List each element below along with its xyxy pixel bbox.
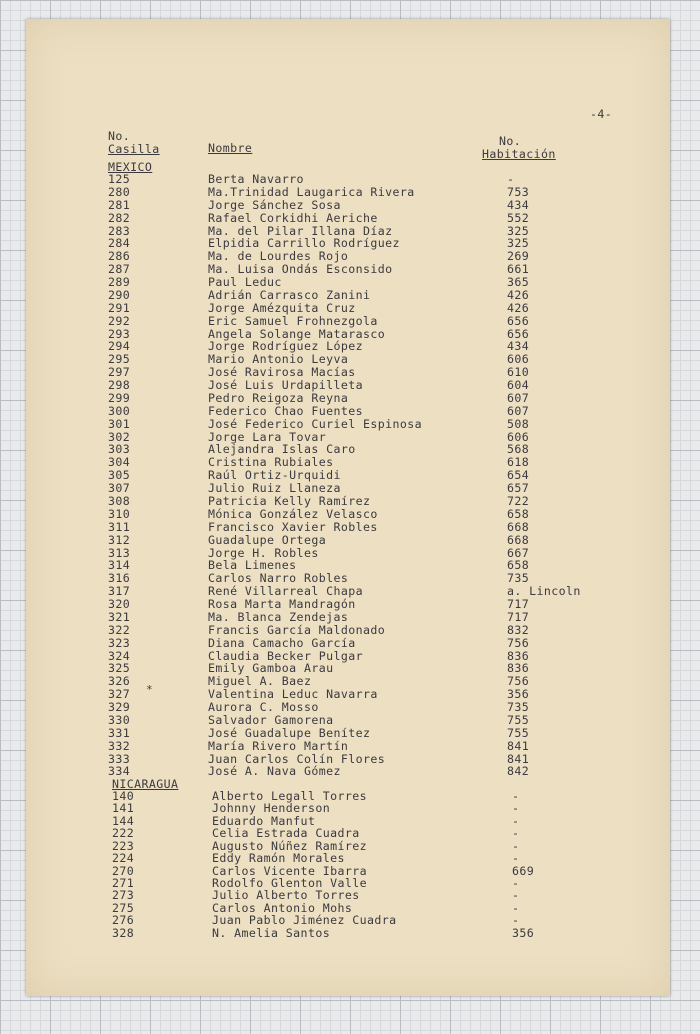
person-name: Alejandra Islas Caro xyxy=(208,442,356,457)
casilla-number: 333 xyxy=(108,751,131,766)
person-name: Ma. de Lourdes Rojo xyxy=(208,249,349,264)
room-number: 356 xyxy=(507,687,530,702)
room-number: - xyxy=(512,888,520,903)
casilla-number: 141 xyxy=(112,801,135,816)
room-number: 722 xyxy=(507,494,530,508)
list-item xyxy=(0,186,700,199)
room-number: 657 xyxy=(507,481,530,496)
room-number: 735 xyxy=(507,571,530,586)
casilla-number: 284 xyxy=(108,236,131,251)
person-name: Jorge Lara Tovar xyxy=(208,429,327,444)
list-item xyxy=(0,714,700,727)
header-no-habitacion: No. xyxy=(499,134,522,148)
room-number: - xyxy=(512,900,520,915)
room-number: 656 xyxy=(507,313,530,328)
room-number: 841 xyxy=(507,738,530,753)
person-name: Juan Carlos Colín Flores xyxy=(208,751,386,766)
casilla-number: 273 xyxy=(112,888,135,903)
person-name: Julio Ruiz Llaneza xyxy=(208,481,341,496)
casilla-number: 323 xyxy=(108,635,131,650)
person-name: Francisco Xavier Robles xyxy=(208,519,378,534)
person-name: Raúl Ortiz-Urquidi xyxy=(208,468,341,483)
header-nombre: Nombre xyxy=(208,141,253,155)
person-name: Cristina Rubiales xyxy=(208,455,334,470)
casilla-number: 275 xyxy=(112,900,135,915)
header-casilla: Casilla xyxy=(108,142,160,156)
person-name: Jorge Amézquita Cruz xyxy=(208,300,356,315)
casilla-number: 322 xyxy=(108,622,131,637)
list-item xyxy=(0,624,700,637)
person-name: Rodolfo Glenton Valle xyxy=(212,875,367,890)
person-name: Mónica González Velasco xyxy=(208,506,378,521)
room-number: - xyxy=(507,172,515,186)
casilla-number: 282 xyxy=(108,210,131,225)
person-name: Ma. Blanca Zendejas xyxy=(208,609,349,624)
casilla-number: 140 xyxy=(112,789,135,803)
room-number: - xyxy=(512,838,520,853)
casilla-number: 312 xyxy=(108,532,131,547)
room-number: 735 xyxy=(507,700,530,715)
asterisk-mark: * xyxy=(146,683,153,696)
casilla-number: 144 xyxy=(112,813,135,828)
list-item xyxy=(0,302,700,315)
list-item xyxy=(0,469,700,482)
person-name: José Federico Curiel Espinosa xyxy=(208,416,423,431)
casilla-number: 303 xyxy=(108,442,131,457)
person-name: Guadalupe Ortega xyxy=(208,532,327,547)
list-item xyxy=(0,598,700,611)
list-item xyxy=(0,927,700,940)
person-name: Carlos Antonio Mohs xyxy=(212,900,353,915)
person-name: Adrián Carrasco Zanini xyxy=(208,287,371,302)
casilla-number: 298 xyxy=(108,378,131,393)
casilla-number: 331 xyxy=(108,725,131,740)
list-item xyxy=(0,547,700,560)
list-item xyxy=(0,405,700,418)
person-name: José Guadalupe Benítez xyxy=(208,725,371,740)
person-name: Jorge Rodríguez López xyxy=(208,339,363,354)
list-item xyxy=(0,212,700,225)
casilla-number: 291 xyxy=(108,300,131,315)
room-number: - xyxy=(512,875,520,890)
person-name: Elpidia Carrillo Rodríguez xyxy=(208,236,400,251)
room-number: 717 xyxy=(507,597,530,612)
casilla-number: 300 xyxy=(108,403,131,418)
list-item xyxy=(0,534,700,547)
casilla-number: 223 xyxy=(112,838,135,853)
person-name: Patricia Kelly Ramírez xyxy=(208,494,371,508)
casilla-number: 301 xyxy=(108,416,131,431)
casilla-number: 290 xyxy=(108,287,131,302)
person-name: Juan Pablo Jiménez Cuadra xyxy=(212,913,397,928)
casilla-number: 321 xyxy=(108,609,131,624)
room-number: - xyxy=(512,813,520,828)
casilla-number: 293 xyxy=(108,326,131,341)
room-number: 656 xyxy=(507,326,530,341)
person-name: Ma. Luisa Ondás Esconsido xyxy=(208,262,393,277)
list-item xyxy=(0,753,700,766)
casilla-number: 314 xyxy=(108,558,131,573)
person-name: Valentina Leduc Navarra xyxy=(208,687,378,702)
room-number: 654 xyxy=(507,468,530,483)
person-name: Eduardo Manfut xyxy=(212,813,316,828)
room-number: 610 xyxy=(507,365,530,380)
casilla-number: 294 xyxy=(108,339,131,354)
casilla-number: 317 xyxy=(108,584,131,599)
person-name: Claudia Becker Pulgar xyxy=(208,648,363,663)
room-number: 669 xyxy=(512,863,535,878)
person-name: Alberto Legall Torres xyxy=(212,789,367,803)
casilla-number: 283 xyxy=(108,223,131,238)
casilla-number: 222 xyxy=(112,826,135,841)
person-name: Johnny Henderson xyxy=(212,801,331,816)
list-item xyxy=(0,199,700,212)
casilla-number: 271 xyxy=(112,875,135,890)
person-name: Celia Estrada Cuadra xyxy=(212,826,360,841)
list-item xyxy=(0,637,700,650)
room-number: 552 xyxy=(507,210,530,225)
person-name: Eddy Ramón Morales xyxy=(212,851,345,866)
person-name: Julio Alberto Torres xyxy=(212,888,360,903)
person-name: Aurora C. Mosso xyxy=(208,700,319,715)
person-name: Carlos Vicente Ibarra xyxy=(212,863,367,878)
list-item xyxy=(0,315,700,328)
casilla-number: 308 xyxy=(108,494,131,508)
casilla-number: 292 xyxy=(108,313,131,328)
person-name: Jorge H. Robles xyxy=(208,545,319,560)
room-number: 618 xyxy=(507,455,530,470)
person-name: Federico Chao Fuentes xyxy=(208,403,363,418)
list-item xyxy=(0,289,700,302)
room-number: 426 xyxy=(507,300,530,315)
casilla-number: 330 xyxy=(108,712,131,727)
person-name: Mario Antonio Leyva xyxy=(208,352,349,367)
room-number: 325 xyxy=(507,236,530,251)
room-number: 836 xyxy=(507,661,530,676)
casilla-number: 297 xyxy=(108,365,131,380)
room-number: 753 xyxy=(507,184,530,199)
casilla-number: 286 xyxy=(108,249,131,264)
casilla-number: 327 xyxy=(108,687,131,702)
room-number: - xyxy=(512,801,520,816)
room-number: 269 xyxy=(507,249,530,264)
room-number: 668 xyxy=(507,532,530,547)
list-item xyxy=(0,392,700,405)
list-item xyxy=(0,688,700,701)
list-item xyxy=(0,727,700,740)
casilla-number: 310 xyxy=(108,506,131,521)
casilla-number: 280 xyxy=(108,184,131,199)
room-number: 836 xyxy=(507,648,530,663)
person-name: Eric Samuel Frohnezgola xyxy=(208,313,378,328)
section-title-mexico: MEXICO xyxy=(108,160,153,174)
room-number: 568 xyxy=(507,442,530,457)
casilla-number: 329 xyxy=(108,700,131,715)
list-item xyxy=(0,340,700,353)
list-item xyxy=(0,237,700,250)
room-number: 604 xyxy=(507,378,530,393)
list-item xyxy=(0,914,700,927)
casilla-number: 270 xyxy=(112,863,135,878)
list-item xyxy=(0,765,700,778)
list-item xyxy=(0,611,700,624)
casilla-number: 307 xyxy=(108,481,131,496)
casilla-number: 332 xyxy=(108,738,131,753)
person-name: Emily Gamboa Arau xyxy=(208,661,334,676)
header-no: No. xyxy=(108,129,131,143)
room-number: 842 xyxy=(507,764,530,779)
room-number: 508 xyxy=(507,416,530,431)
list-item xyxy=(0,443,700,456)
person-name: Jorge Sánchez Sosa xyxy=(208,197,341,212)
room-number: 756 xyxy=(507,635,530,650)
person-name: Augusto Núñez Ramírez xyxy=(212,838,367,853)
person-name: René Villarreal Chapa xyxy=(208,584,363,599)
room-number: a. Lincoln xyxy=(507,584,581,599)
casilla-number: 305 xyxy=(108,468,131,483)
casilla-number: 224 xyxy=(112,851,135,866)
person-name: Bela Limenes xyxy=(208,558,297,573)
list-item xyxy=(0,650,700,663)
room-number: 426 xyxy=(507,287,530,302)
list-item xyxy=(0,521,700,534)
room-number: - xyxy=(512,851,520,866)
room-number: 434 xyxy=(507,339,530,354)
casilla-number: 299 xyxy=(108,390,131,405)
casilla-number: 276 xyxy=(112,913,135,928)
person-name: José Luis Urdapilleta xyxy=(208,378,363,393)
room-number: 365 xyxy=(507,275,530,290)
room-number: 717 xyxy=(507,609,530,624)
room-number: 607 xyxy=(507,403,530,418)
room-number: 606 xyxy=(507,429,530,444)
list-item xyxy=(0,802,700,815)
person-name: Ma.Trinidad Laugarica Rivera xyxy=(208,184,415,199)
person-name: Rafael Corkidhi Aeriche xyxy=(208,210,378,225)
room-number: 755 xyxy=(507,725,530,740)
person-name: José Ravirosa Macías xyxy=(208,365,356,380)
list-item xyxy=(0,379,700,392)
list-item xyxy=(0,418,700,431)
room-number: 607 xyxy=(507,390,530,405)
casilla-number: 325 xyxy=(108,661,131,676)
casilla-number: 328 xyxy=(112,925,135,940)
room-number: 606 xyxy=(507,352,530,367)
person-name: José A. Nava Gómez xyxy=(208,764,341,779)
casilla-number: 334 xyxy=(108,764,131,779)
person-name: María Rivero Martín xyxy=(208,738,349,753)
person-name: Paul Leduc xyxy=(208,275,282,290)
list-item xyxy=(0,559,700,572)
person-name: Miguel A. Baez xyxy=(208,674,312,689)
casilla-number: 295 xyxy=(108,352,131,367)
casilla-number: 313 xyxy=(108,545,131,560)
person-name: Diana Camacho García xyxy=(208,635,356,650)
room-number: 668 xyxy=(507,519,530,534)
person-name: Berta Navarro xyxy=(208,172,304,186)
casilla-number: 326 xyxy=(108,674,131,689)
room-number: 667 xyxy=(507,545,530,560)
room-number: 756 xyxy=(507,674,530,689)
casilla-number: 304 xyxy=(108,455,131,470)
casilla-number: 281 xyxy=(108,197,131,212)
person-name: Angela Solange Matarasco xyxy=(208,326,386,341)
list-item xyxy=(0,840,700,853)
room-number: 434 xyxy=(507,197,530,212)
casilla-number: 316 xyxy=(108,571,131,586)
room-number: - xyxy=(512,826,520,841)
list-item xyxy=(0,456,700,469)
casilla-number: 320 xyxy=(108,597,131,612)
room-number: 841 xyxy=(507,751,530,766)
list-item xyxy=(0,508,700,521)
casilla-number: 289 xyxy=(108,275,131,290)
person-name: Francis García Maldonado xyxy=(208,622,386,637)
room-number: 325 xyxy=(507,223,530,238)
room-number: 755 xyxy=(507,712,530,727)
list-item xyxy=(0,790,700,803)
list-item xyxy=(0,662,700,675)
room-number: - xyxy=(512,789,520,803)
person-name: Ma. del Pilar Illana Díaz xyxy=(208,223,393,238)
casilla-number: 287 xyxy=(108,262,131,277)
header-habitacion: Habitación xyxy=(482,147,556,161)
room-number: 832 xyxy=(507,622,530,637)
room-number: 661 xyxy=(507,262,530,277)
room-number: 658 xyxy=(507,558,530,573)
person-name: N. Amelia Santos xyxy=(212,925,331,940)
list-item xyxy=(0,740,700,753)
room-number: 356 xyxy=(512,925,535,940)
casilla-number: 311 xyxy=(108,519,131,534)
section-title-nicaragua: NICARAGUA xyxy=(112,777,179,791)
casilla-number: 324 xyxy=(108,648,131,663)
page-number: -4- xyxy=(590,107,613,121)
list-item xyxy=(0,263,700,276)
person-name: Pedro Reigoza Reyna xyxy=(208,390,349,405)
casilla-number: 302 xyxy=(108,429,131,444)
casilla-number: 125 xyxy=(108,172,131,186)
person-name: Salvador Gamorena xyxy=(208,712,334,727)
list-item xyxy=(0,701,700,714)
person-name: Carlos Narro Robles xyxy=(208,571,349,586)
person-name: Rosa Marta Mandragón xyxy=(208,597,356,612)
room-number: 658 xyxy=(507,506,530,521)
room-number: - xyxy=(512,913,520,928)
